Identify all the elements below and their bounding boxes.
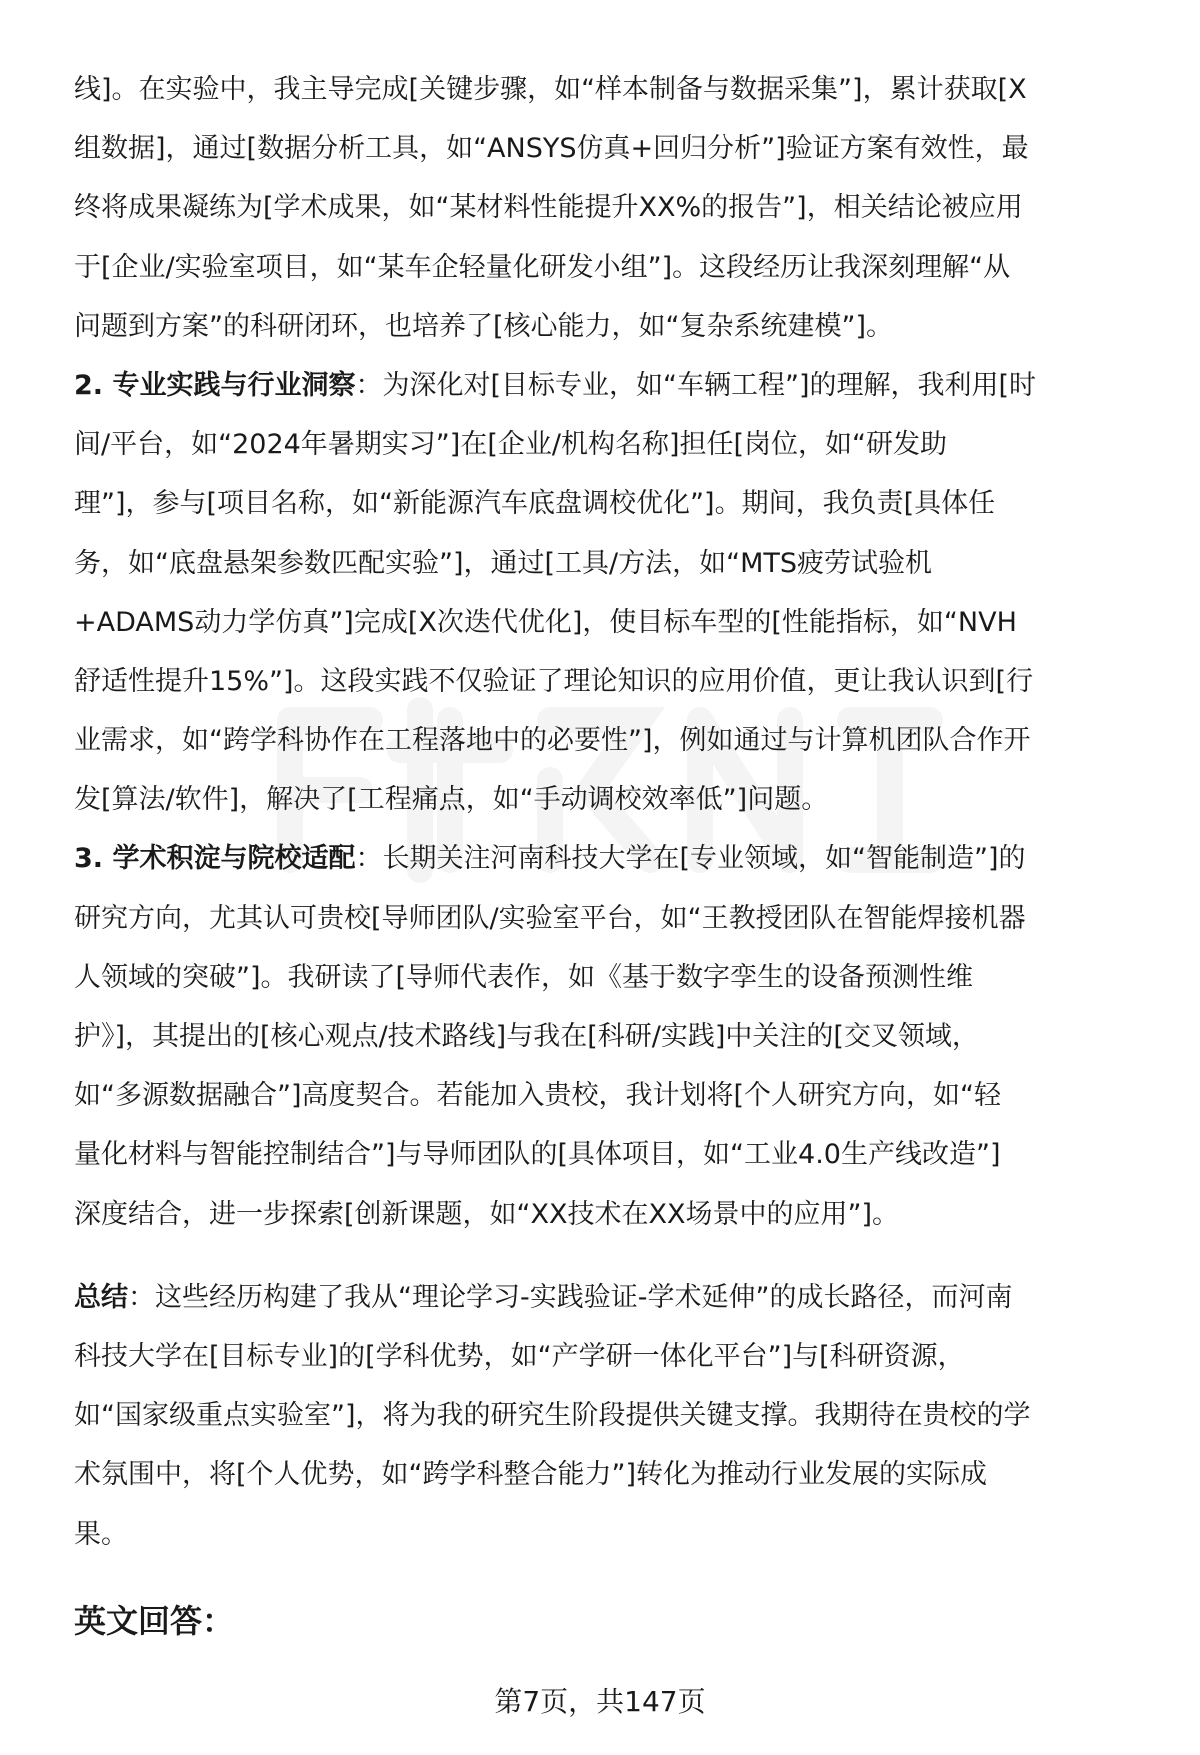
text-line: 组数据]，通过[数据分析工具，如“ANSYS仿真+回归分析”]验证方案有效性，最: [74, 133, 1029, 165]
text-line: 如“多源数据融合”]高度契合。若能加入贵校，我计划将[个人研究方向，如“轻: [74, 1080, 1002, 1112]
page-number-footer: 第7页，共147页: [494, 1685, 706, 1718]
spacer: [74, 1244, 1162, 1268]
section-title: 3. 学术积淀与院校适配: [74, 843, 356, 875]
text-line: 发[算法/软件]，解决了[工程痛点，如“手动调校效率低”]问题。: [74, 784, 829, 816]
summary-title: 总结: [74, 1281, 128, 1313]
section-summary: [74, 1268, 1162, 1564]
text-line: 研究方向，尤其认可贵校[导师团队/实验室平台，如“王教授团队在智能焊接机器: [74, 902, 1026, 934]
text-line: 务，如“底盘悬架参数匹配实验”]，通过[工具/方法，如“MTS疲劳试验机: [74, 547, 933, 579]
text-line: 问题到方案”的科研闭环，也培养了[核心能力，如“复杂系统建模”]。: [74, 310, 894, 342]
text-line: 间/平台，如“2024年暑期实习”]在[企业/机构名称]担任[岗位，如“研发助: [74, 429, 948, 461]
section-academic-fit: [74, 829, 1162, 1243]
text-line: 线]。在实验中，我主导完成[关键步骤，如“样本制备与数据采集”]，累计获取[X: [74, 74, 1027, 105]
text-line: 科技大学在[目标专业]的[学科优势，如“产学研一体化平台”]与[科研资源，: [74, 1340, 965, 1372]
section-text: ：长期关注河南科技大学在[专业领域，如“智能制造”]的: [355, 843, 1026, 875]
text-line: 护》]，其提出的[核心观点/技术路线]与我在[科研/实践]中关注的[交叉领域，: [74, 1021, 979, 1052]
section-text: ：为深化对[目标专业，如“车辆工程”]的理解，我利用[时: [355, 369, 1037, 401]
text-line: 理”]，参与[项目名称，如“新能源汽车底盘调校优化”]。期间，我负责[具体任: [74, 488, 996, 520]
document-body: [74, 60, 1162, 1646]
english-answer-heading: 英文回答：: [74, 1601, 235, 1640]
text-line: [74, 829, 1162, 888]
text-line: 深度结合，进一步探索[创新课题，如“XX技术在XX场景中的应用”]。: [74, 1198, 900, 1230]
section-professional-practice: [74, 356, 1162, 830]
text-line: 业需求，如“跨学科协作在工程落地中的必要性”]，例如通过与计算机团队合作开: [74, 725, 1031, 757]
text-line: +ADAMS动力学仿真”]完成[X次迭代优化]，使目标车型的[性能指标，如“NVH: [74, 606, 1017, 638]
text-line: 术氛围中，将[个人优势，如“跨学科整合能力”]转化为推动行业发展的实际成: [74, 1459, 988, 1491]
text-line: [74, 1268, 1162, 1327]
text-line: [74, 356, 1162, 415]
text-line: 终将成果凝练为[学术成果，如“某材料性能提升XX%的报告”]，相关结论被应用: [74, 192, 1023, 224]
paragraph-intro-continuation: [74, 60, 1162, 356]
text-line: 果。: [74, 1518, 128, 1550]
section-title: 2. 专业实践与行业洞察: [74, 369, 356, 401]
summary-text: ：这些经历构建了我从“理论学习-实践验证-学术延伸”的成长路径，而河南: [128, 1281, 1013, 1313]
text-line: 舒适性提升15%”]。这段实践不仅验证了理论知识的应用价值，更让我认识到[行: [74, 665, 1034, 697]
spacer: [74, 1564, 1162, 1596]
text-line: 如“国家级重点实验室”]，将为我的研究生阶段提供关键支撑。我期待在贵校的学: [74, 1400, 1031, 1432]
text-line: 于[企业/实验室项目，如“某车企轻量化研发小组”]。这段经历让我深刻理解“从: [74, 251, 1011, 283]
text-line: 量化材料与智能控制结合”]与导师团队的[具体项目，如“工业4.0生产线改造”]: [74, 1139, 1001, 1171]
text-line: 人领域的突破”]。我研读了[导师代表作，如《基于数字孪生的设备预测性维: [74, 961, 974, 993]
